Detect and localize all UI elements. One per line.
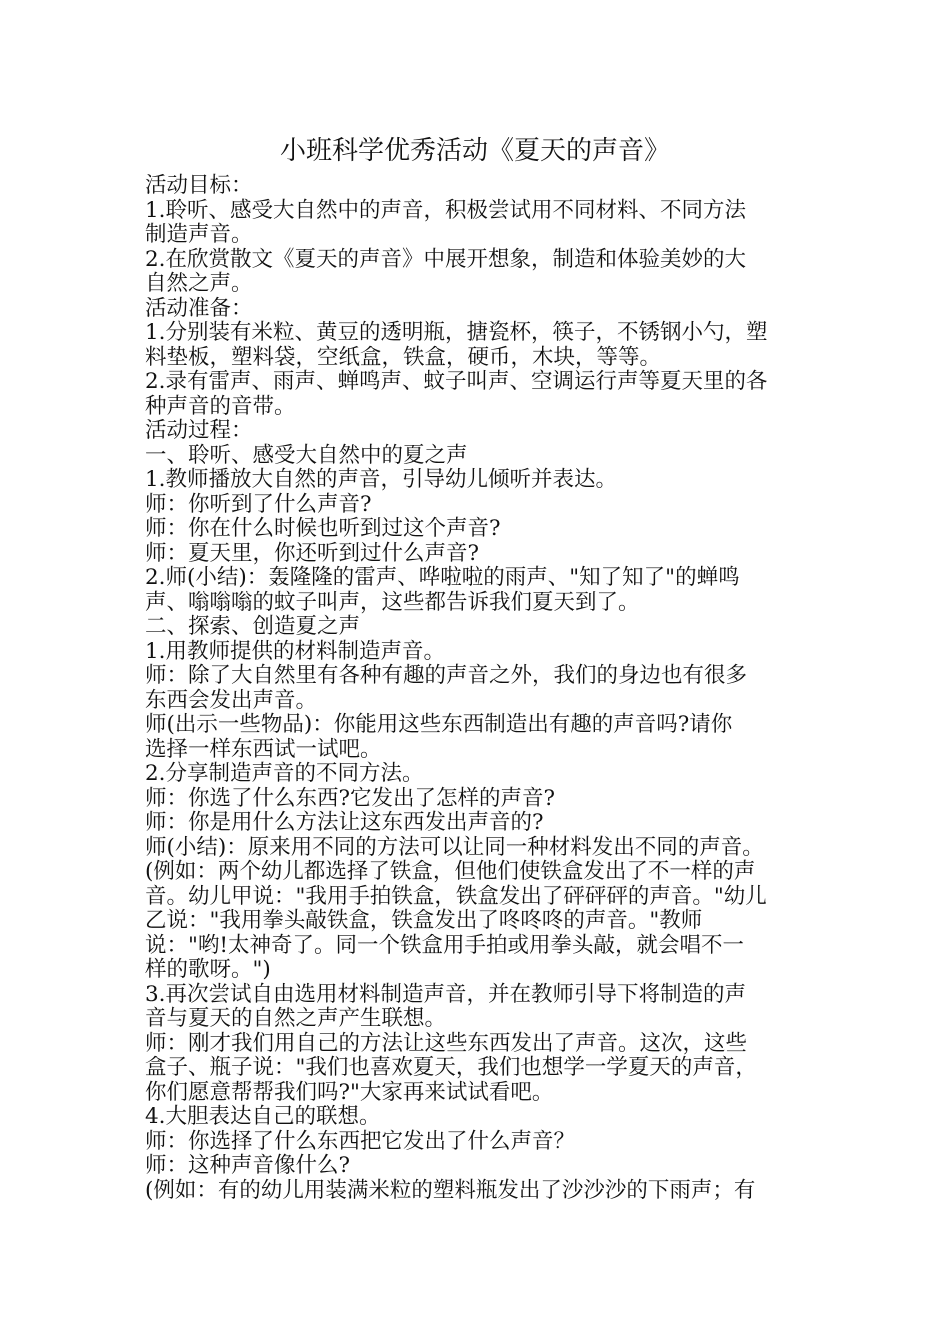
text-line: 说："哟!太神奇了。同一个铁盒用手拍或用拳头敲，就会唱不一	[145, 932, 745, 958]
text-line: 2.录有雷声、雨声、蝉鸣声、蚊子叫声、空调运行声等夏天里的各	[145, 369, 768, 394]
text-line: 2.师(小结)：轰隆隆的雷声、哗啦啦的雨声、"知了知了"的蝉鸣	[145, 565, 740, 590]
text-line: 师(出示一些物品)：你能用这些东西制造出有趣的声音吗?请你	[145, 712, 733, 737]
text-line: 活动过程：	[145, 418, 253, 443]
text-line: 师：除了大自然里有各种有趣的声音之外，我们的身边也有很多	[145, 663, 748, 688]
text-line: 声、嗡嗡嗡的蚊子叫声，这些都告诉我们夏天到了。	[145, 589, 640, 615]
text-line: 音与夏天的自然之声产生联想。	[145, 1006, 447, 1031]
text-line: 样的歌呀。")	[145, 957, 271, 982]
text-line: 1.教师播放大自然的声音，引导幼儿倾听并表达。	[145, 467, 618, 492]
text-line: 二、探索、创造夏之声	[145, 614, 361, 639]
text-line: 1.用教师提供的材料制造声音。	[145, 638, 446, 664]
text-line: 4.大胆表达自己的联想。	[145, 1104, 381, 1129]
text-line: 师：你选择了什么东西把它发出了什么声音？	[145, 1128, 576, 1154]
text-line: (例如：两个幼儿都选择了铁盒，但他们使铁盒发出了不一样的声	[145, 859, 756, 884]
text-line: 2.在欣赏散文《夏天的声音》中展开想象，制造和体验美妙的大	[145, 246, 747, 272]
text-line: 活动准备：	[145, 295, 253, 321]
text-line: 师(小结)：原来用不同的方法可以让同一种材料发出不同的声音。	[145, 834, 764, 860]
text-line: 你们愿意帮帮我们吗?"大家再来试试看吧。	[145, 1079, 554, 1105]
text-line: 3.再次尝试自由选用材料制造声音，并在教师引导下将制造的声	[145, 981, 747, 1007]
text-line: 乙说："我用拳头敲铁盒，铁盒发出了咚咚咚的声音。"教师	[145, 908, 703, 933]
text-line: 自然之声。	[145, 271, 253, 296]
text-line: 师：夏天里，你还听到过什么声音?	[145, 540, 480, 566]
text-line: 1.聆听、感受大自然中的声音，积极尝试用不同材料、不同方法	[145, 197, 747, 223]
text-line: 一、聆听、感受大自然中的夏之声	[145, 442, 468, 468]
document-body	[145, 174, 813, 1203]
text-line: 师：你听到了什么声音?	[145, 491, 372, 517]
text-line: 师：你在什么时候也听到过这个声音?	[145, 516, 501, 541]
text-line: 盒子、瓶子说："我们也喜欢夏天，我们也想学一学夏天的声音，	[145, 1055, 757, 1080]
text-line: 料垫板，塑料袋，空纸盒，铁盒，硬币，木块，等等。	[145, 344, 662, 370]
text-line: 师：你选了什么东西?它发出了怎样的声音?	[145, 785, 556, 811]
text-line: 制造声音。	[145, 222, 253, 247]
text-line: 师：这种声音像什么?	[145, 1153, 351, 1178]
text-line: 选择一样东西试一试吧。	[145, 736, 382, 762]
text-line: 师：刚才我们用自己的方法让这些东西发出了声音。这次，这些	[145, 1030, 748, 1056]
text-line: 2.分享制造声音的不同方法。	[145, 761, 424, 786]
text-line: 师：你是用什么方法让这东西发出声音的?	[145, 810, 544, 835]
text-line: 种声音的音带。	[145, 393, 296, 419]
text-line: (例如：有的幼儿用装满米粒的塑料瓶发出了沙沙沙的下雨声；有	[145, 1177, 756, 1203]
text-line: 东西会发出声音。	[145, 687, 318, 713]
text-line: 1.分别装有米粒、黄豆的透明瓶，搪瓷杯，筷子，不锈钢小勺，塑	[145, 320, 768, 345]
document-title: 小班科学优秀活动《夏天的声音》	[279, 136, 670, 166]
text-line: 音。幼儿甲说："我用手拍铁盒，铁盒发出了砰砰砰的声音。"幼儿	[145, 883, 767, 909]
text-line: 活动目标：	[145, 173, 253, 198]
